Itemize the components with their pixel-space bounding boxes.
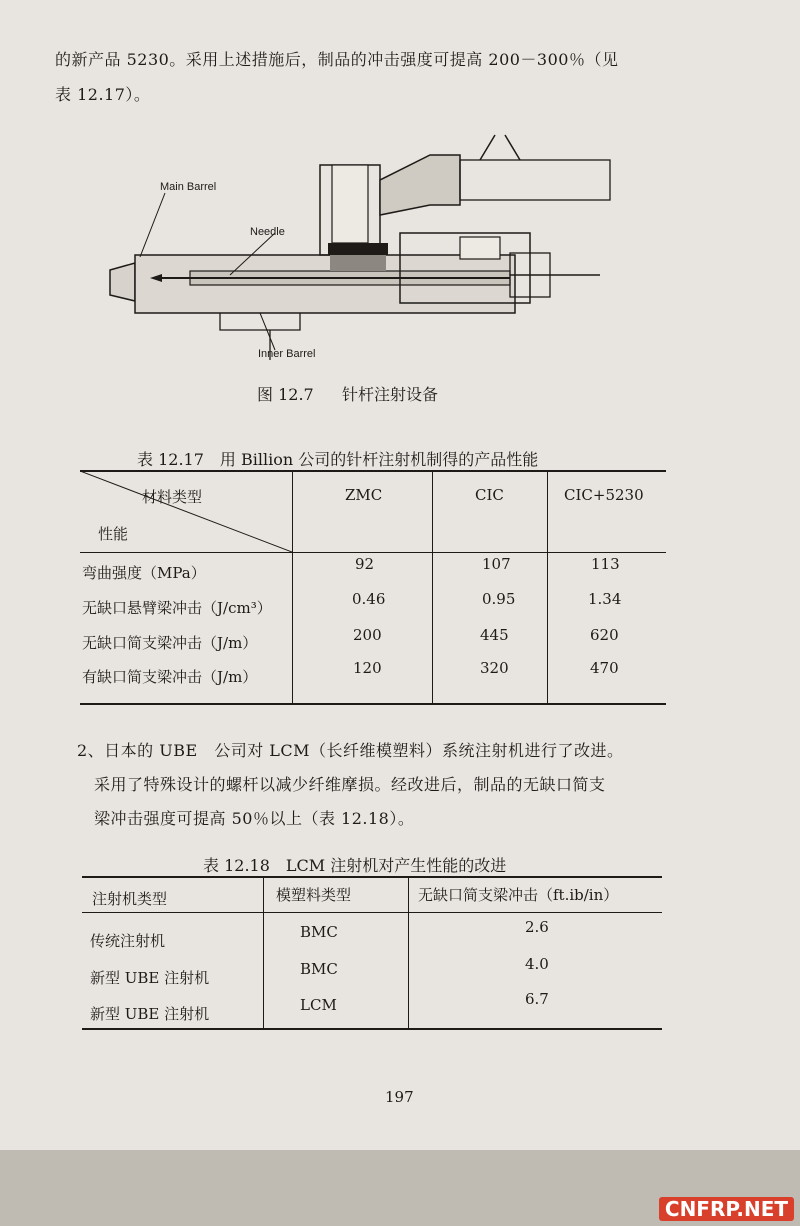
figure-caption-number: 图 12.7: [257, 385, 314, 404]
table2-row-material: BMC: [300, 923, 338, 941]
table1-cell: 470: [590, 659, 619, 677]
table2-caption: 表 12.18 LCM 注射机对产生性能的改进: [203, 856, 507, 875]
site-watermark: CNFRP.NET: [659, 1197, 794, 1221]
table1-cell: 113: [591, 555, 620, 573]
table1-col-divider-1: [292, 471, 293, 704]
label-needle: Needle: [250, 226, 285, 238]
table1-col-divider-2: [432, 471, 433, 704]
table1-col-cic: CIC: [475, 486, 504, 504]
table2-row-value: 6.7: [525, 990, 549, 1008]
table1-cell: 200: [353, 626, 382, 644]
table1-row-label: 弯曲强度（MPa）: [82, 564, 206, 582]
table1-cell: 120: [353, 659, 382, 677]
table1-row-label: 有缺口简支梁冲击（J/m）: [82, 668, 258, 686]
table2-col-divider-1: [263, 877, 264, 1029]
needle-injection-diagram: [100, 125, 660, 375]
table2-header-material: 模塑料类型: [276, 886, 352, 904]
table1-header-property: 性能: [98, 525, 129, 543]
label-main-barrel: Main Barrel: [160, 181, 217, 193]
para2-line-2: 采用了特殊设计的螺杆以减少纤维摩损。经改进后，制品的无缺口简支: [94, 775, 606, 794]
figure-caption-text: 针杆注射设备: [342, 385, 439, 404]
table2-col-divider-2: [408, 877, 409, 1029]
table1-header-rule: [80, 552, 666, 553]
table1-caption: 表 12.17 用 Billion 公司的针杆注射机制得的产品性能: [137, 450, 539, 469]
table1-row-label: 无缺口简支梁冲击（J/m）: [82, 634, 258, 652]
table1-cell: 320: [480, 659, 509, 677]
table1-bottom-rule: [80, 703, 666, 705]
table1-cell: 445: [480, 626, 509, 644]
table2-row-machine: 新型 UBE 注射机: [90, 969, 210, 987]
table2-header-impact: 无缺口简支梁冲击（ft.ib/in）: [418, 886, 619, 904]
table1-col-zmc: ZMC: [345, 486, 383, 504]
table1-cell: 0.95: [482, 590, 516, 608]
table2-row-machine: 新型 UBE 注射机: [90, 1005, 210, 1023]
intro-line-1: 的新产品 5230。采用上述措施后，制品的冲击强度可提高 200－300％（见: [55, 50, 619, 69]
table2-header-machine: 注射机类型: [92, 890, 168, 908]
para2-line-1: 2、日本的 UBE 公司对 LCM（长纤维模塑料）系统注射机进行了改进。: [77, 741, 624, 760]
intro-line-2: 表 12.17）。: [55, 85, 151, 104]
table1-col-cic-5230: CIC+5230: [564, 486, 644, 504]
table1-header-material: 材料类型: [142, 488, 203, 506]
table2-header-rule: [82, 912, 662, 913]
table2-row-value: 4.0: [525, 955, 549, 973]
table1-cell: 107: [482, 555, 511, 573]
table2-row-material: LCM: [300, 996, 337, 1014]
table1-cell: 1.34: [588, 590, 622, 608]
para2-line-3: 梁冲击强度可提高 50％以上（表 12.18）。: [94, 809, 415, 828]
table2-row-value: 2.6: [525, 918, 549, 936]
table2-top-rule: [82, 876, 662, 878]
table2-bottom-rule: [82, 1028, 662, 1030]
table1-cell: 0.46: [352, 590, 386, 608]
table1-col-divider-3: [547, 471, 548, 704]
label-inner-barrel: Inner Barrel: [258, 348, 316, 360]
table2-row-machine: 传统注射机: [90, 932, 166, 950]
table2-row-material: BMC: [300, 960, 338, 978]
table1-cell: 620: [590, 626, 619, 644]
page-number: 197: [385, 1088, 414, 1106]
table1-cell: 92: [355, 555, 375, 573]
table1-row-label: 无缺口悬臂梁冲击（J/cm³）: [82, 599, 272, 617]
